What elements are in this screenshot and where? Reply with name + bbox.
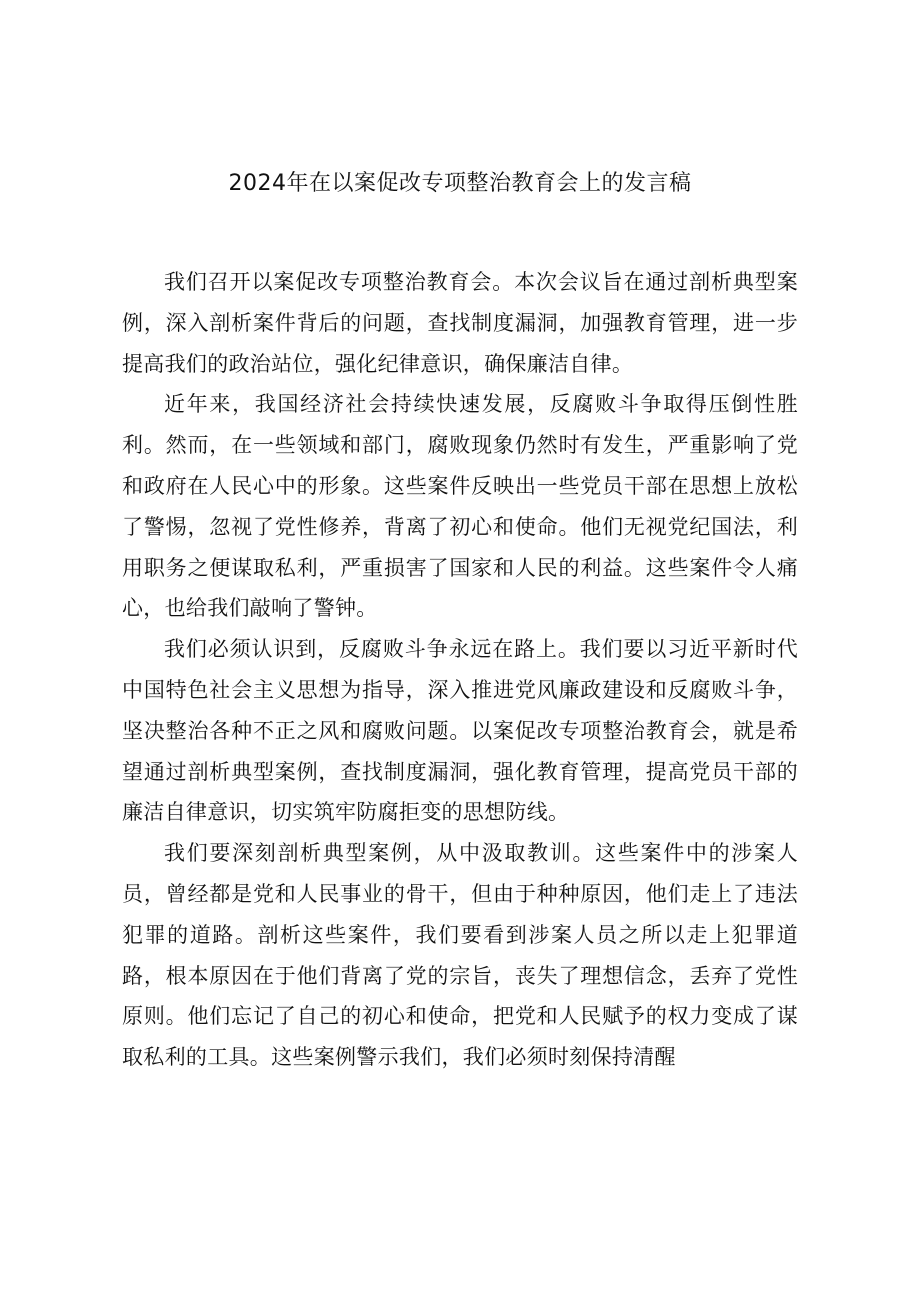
paragraph-1: 我们召开以案促改专项整治教育会。本次会议旨在通过剖析典型案例，深入剖析案件背后的问题，查找制度漏洞，加强教育管理，进一步提高我们的政治站位，强化纪律意识，确保廉洁自律。	[122, 270, 798, 376]
document-title: 2024年在以案促改专项整治教育会上的发言稿	[228, 171, 692, 196]
paragraph-4: 我们要深刻剖析典型案例，从中汲取教训。这些案件中的涉案人员，曾经都是党和人民事业的骨干，但由于种种原因，他们走上了违法犯罪的道路。剖析这些案件，我们要看到涉案人员之所以走上犯罪道路，根本原因在于他们背离了党的宗旨，丧失了理想信念，丢弃了党性原则。他们忘记了自己的初心和使命，把党和人民赋予的权力变成了谋取私利的工具。这些案例警示我们，我们必须时刻保持清醒	[122, 841, 798, 1070]
document-body	[122, 262, 798, 1078]
paragraph-2: 近年来，我国经济社会持续快速发展，反腐败斗争取得压倒性胜利。然而，在一些领域和部门，腐败现象仍然时有发生，严重影响了党和政府在人民心中的形象。这些案件反映出一些党员干部在思想上放松了警惕，忽视了党性修养，背离了初心和使命。他们无视党纪国法，利用职务之便谋取私利，严重损害了国家和人民的利益。这些案件令人痛心，也给我们敲响了警钟。	[122, 392, 798, 621]
paragraph-3: 我们必须认识到，反腐败斗争永远在路上。我们要以习近平新时代中国特色社会主义思想为指导，深入推进党风廉政建设和反腐败斗争，坚决整治各种不正之风和腐败问题。以案促改专项整治教育会，就是希望通过剖析典型案例，查找制度漏洞，强化教育管理，提高党员干部的廉洁自律意识，切实筑牢防腐拒变的思想防线。	[122, 637, 798, 825]
